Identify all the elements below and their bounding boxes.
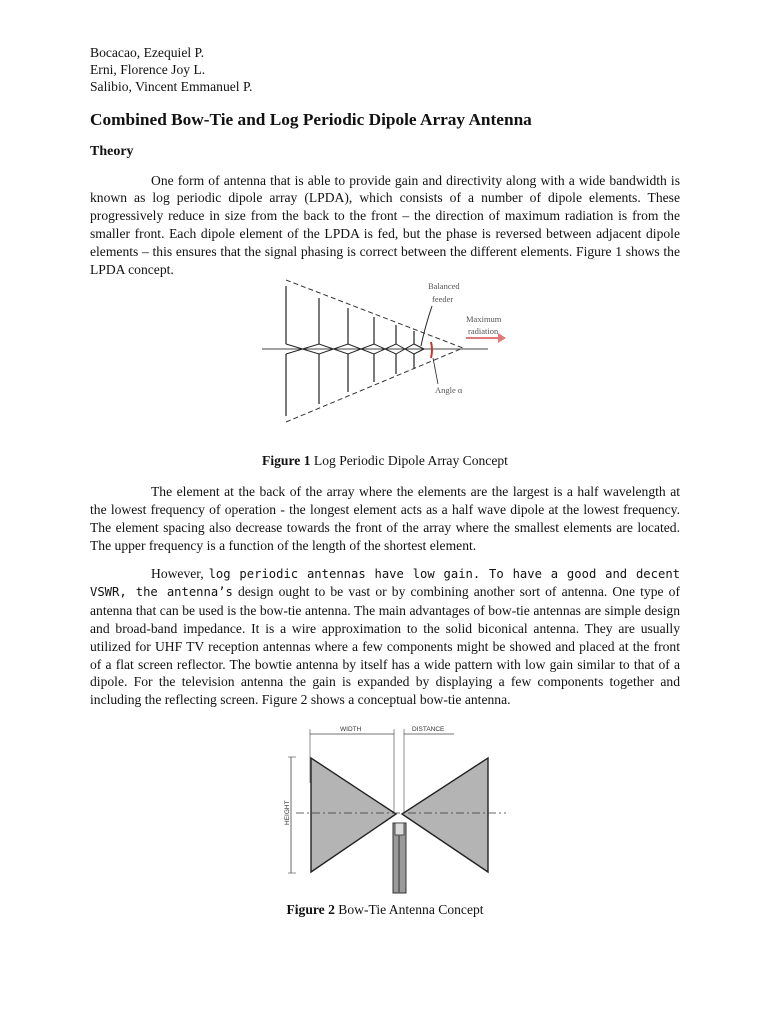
label-maximum: Maximum: [466, 314, 502, 325]
p3-rest: design ought to be vast or by combining another sort of antenna. One type of antenna that can be used is the bow-tie antenna. The main advantages of bow-tie antennas are simple design and broad-band impedance. It is a wire approximation to the solid biconical antenna. They are usually utilized for UHF TV reception antennas where a few components might be showed and placed at the front of a flat screen reflector. The bowtie antenna by itself has a wide pattern with low gain similar to that of a dipole. For the television antenna the gain is expanded by displaying a few components together and including the reflecting screen. Figure 2 shows a conceptual bow-tie antenna.: [90, 584, 680, 708]
bowtie-diagram: [90, 717, 680, 903]
section-heading-theory: Theory: [90, 143, 134, 159]
label-width: WIDTH: [340, 725, 362, 733]
label-distance: DISTANCE: [412, 725, 445, 733]
figure-2-caption-label: Figure 2: [286, 901, 335, 917]
label-balanced: Balanced: [428, 281, 460, 292]
figure-1: [90, 278, 680, 456]
document-title: Combined Bow-Tie and Log Periodic Dipole Array Antenna: [90, 109, 532, 129]
document-page: [90, 44, 680, 918]
author-3: Salibio, Vincent Emmanuel P.: [90, 79, 253, 95]
label-feeder: feeder: [432, 294, 454, 305]
label-radiation: radiation: [468, 326, 499, 337]
figure-2-caption-text: Bow-Tie Antenna Concept: [334, 901, 484, 917]
author-1: Bocacao, Ezequiel P.: [90, 45, 204, 60]
author-list: [90, 44, 680, 96]
figure-2-caption: [90, 901, 680, 918]
p3-mono-text: log periodic antennas have low gain. To have a good and decent VSWR, the antenna’s: [90, 566, 680, 600]
paragraph-lpda-intro: One form of antenna that is able to provide gain and directivity along with a wide bandwidth is known as log periodic dipole array (LPDA), which consists of a number of dipole elements. These progressively reduce in size from the back to the front – the direction of maximum radiation is from the smaller front. Each dipole element of the LPDA is fed, but the phase is reversed between adjacent dipole elements – this ensures that the signal phasing is correct between the different elements. Figure 1 shows the LPDA concept.: [90, 172, 680, 277]
paragraph-bowtie: [90, 565, 680, 709]
figure-2: [90, 717, 680, 903]
author-2: Erni, Florence Joy L.: [90, 62, 206, 78]
p3-lead: However,: [151, 565, 209, 581]
figure-1-caption-label: Figure 1: [262, 453, 311, 469]
label-height: HEIGHT: [284, 800, 291, 825]
paragraph-back-element: The element at the back of the array where the elements are the largest is a half wavelength at the lowest frequency of operation - the longest element acts as a half wave dipole at the lowest frequency. The element spacing also decrease towards the front of the array where the smallest elements are located. The upper frequency is a function of the length of the shortest element.: [90, 484, 680, 553]
lpda-diagram: [90, 278, 680, 456]
label-angle: Angle α: [435, 385, 463, 396]
figure-1-caption-text: Log Periodic Dipole Array Concept: [310, 453, 508, 469]
